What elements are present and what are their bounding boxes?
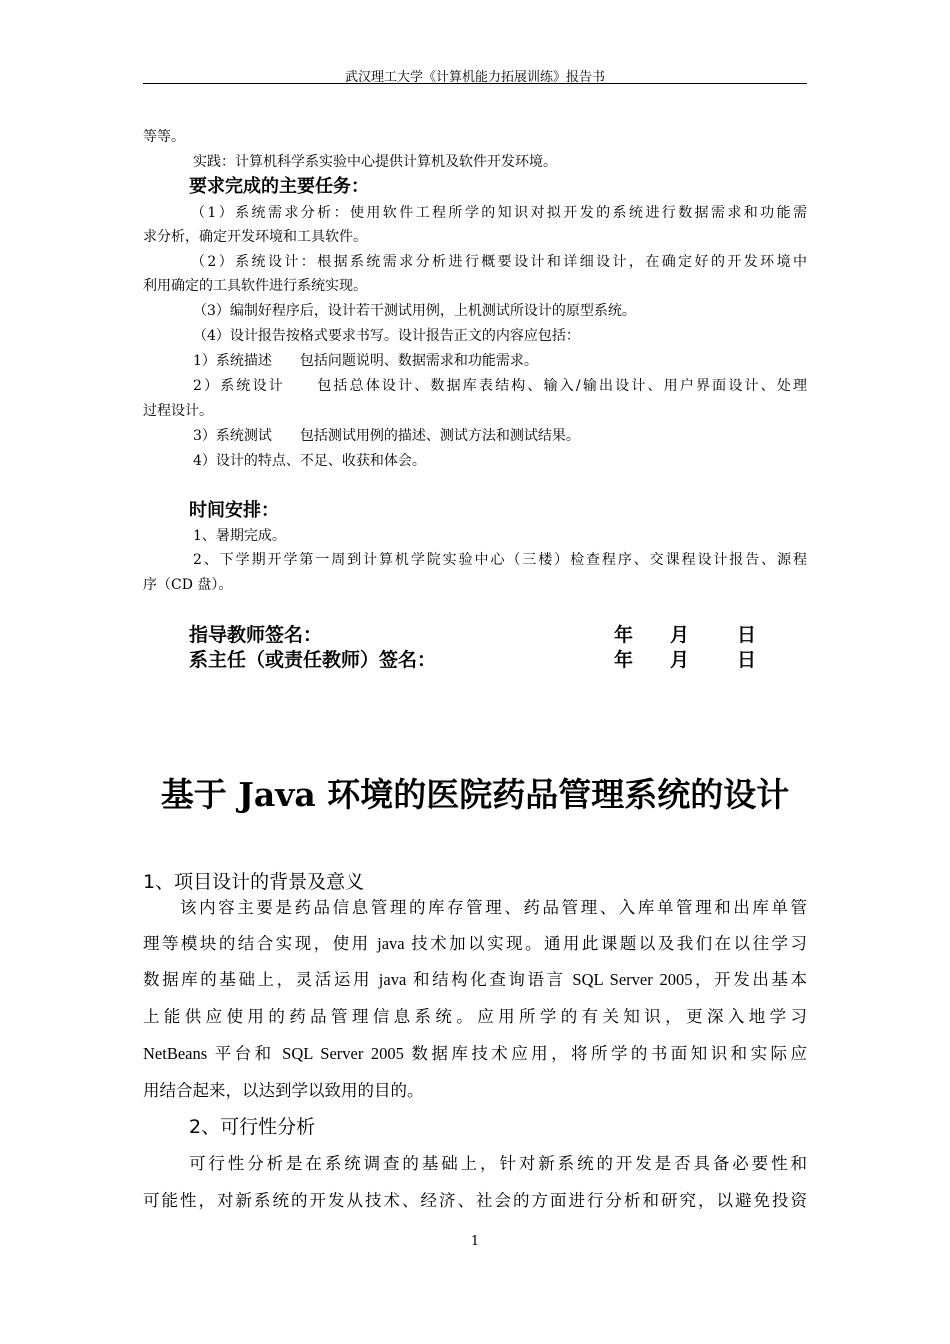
text-line: 等等。 <box>143 129 185 145</box>
document-title: 基于 Java 环境的医院药品管理系统的设计 <box>160 775 790 814</box>
page-number: 1 <box>470 1234 480 1249</box>
paragraph-line: 上能供应使用的药品管理信息系统。应用所学的有关知识，更深入地学习 <box>143 1007 807 1026</box>
text-line: 实践：计算机科学系实验中心提供计算机及软件开发环境。 <box>193 154 557 170</box>
advisor-year: 年 <box>614 624 634 646</box>
text-line: 2）系统设计 包括总体设计、数据库表结构、输入/输出设计、用户界面设计、处理 <box>193 378 807 394</box>
text-line: 3）系统测试 包括测试用例的描述、测试方法和测试结果。 <box>193 428 580 444</box>
text-line: 1、暑期完成。 <box>193 528 286 544</box>
advisor-month: 月 <box>670 624 690 646</box>
advisor-signature-label: 指导教师签名： <box>189 624 323 646</box>
text-line: 利用确定的工具软件进行系统实现。 <box>143 278 367 294</box>
text-line: 4）设计的特点、不足、收获和体会。 <box>193 453 426 469</box>
tasks-heading: 要求完成的主要任务： <box>189 176 369 197</box>
director-month: 月 <box>670 649 690 671</box>
page-header: 武汉理工大学《计算机能力拓展训练》报告书 <box>344 70 605 85</box>
text-line: 2、下学期开学第一周到计算机学院实验中心（三楼）检查程序、交课程设计报告、源程 <box>193 552 807 568</box>
paragraph-line: 理等模块的结合实现，使用 java 技术加以实现。通用此课题以及我们在以往学习 <box>143 934 807 953</box>
advisor-day: 日 <box>737 624 757 646</box>
section-2-heading: 2、可行性分析 <box>189 1116 316 1138</box>
text-line: （3）编制好程序后，设计若干测试用例，上机测试所设计的原型系统。 <box>193 303 636 319</box>
text-line: 求分析，确定开发环境和工具软件。 <box>143 229 367 245</box>
text-line: （2）系统设计：根据系统需求分析进行概要设计和详细设计，在确定好的开发环境中 <box>191 254 807 270</box>
paragraph-line: 用结合起来，以达到学以致用的目的。 <box>143 1081 424 1100</box>
paragraph-line: NetBeans 平台和 SQL Server 2005 数据库技术应用，将所学的书面知识和实际应 <box>143 1044 807 1063</box>
director-year: 年 <box>614 649 634 671</box>
paragraph-line: 可行性分析是在系统调查的基础上，针对新系统的开发是否具备必要性和 <box>189 1154 807 1173</box>
text-line: 过程设计。 <box>143 403 213 419</box>
director-signature-label: 系主任（或责任教师）签名： <box>189 649 437 671</box>
text-line: （1）系统需求分析：使用软件工程所学的知识对拟开发的系统进行数据需求和功能需 <box>191 205 807 221</box>
text-line: 1）系统描述 包括问题说明、数据需求和功能需求。 <box>193 353 538 369</box>
paragraph-line: 该内容主要是药品信息管理的库存管理、药品管理、入库单管理和出库单管 <box>180 898 807 917</box>
section-1-heading: 1、项目设计的背景及意义 <box>143 871 365 893</box>
schedule-heading: 时间安排： <box>189 500 279 521</box>
text-line: （4）设计报告按格式要求书写。设计报告正文的内容应包括： <box>193 328 580 344</box>
text-line: 序（CD 盘）。 <box>143 577 233 593</box>
paragraph-line: 数据库的基础上，灵活运用 java 和结构化查询语言 SQL Server 2005，开发出基本 <box>143 970 807 989</box>
paragraph-line: 可能性，对新系统的开发从技术、经济、社会的方面进行分析和研究，以避免投资 <box>143 1191 807 1210</box>
header-rule <box>143 83 807 84</box>
director-day: 日 <box>737 649 757 671</box>
